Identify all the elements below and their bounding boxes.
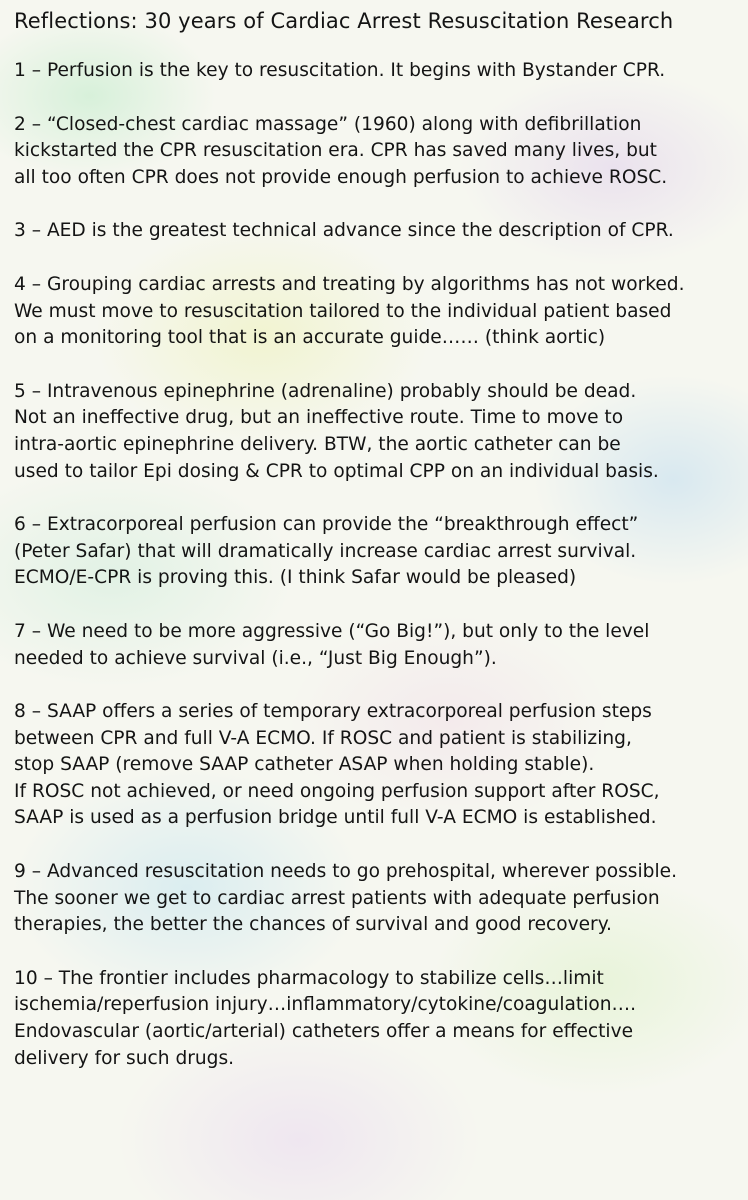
point-line: (Peter Safar) that will dramatically increase cardiac arrest survival. xyxy=(14,540,637,562)
point-line: SAAP is used as a perfusion bridge until full V-A ECMO is established. xyxy=(14,807,657,829)
reflection-point-2 xyxy=(14,112,738,192)
point-line: between CPR and full V-A ECMO. If ROSC and patient is stabilizing, xyxy=(14,727,632,749)
point-line: Endovascular (aortic/arterial) catheters offer a means for effective xyxy=(14,1021,634,1043)
point-line: on a monitoring tool that is an accurate guide…… (think aortic) xyxy=(14,327,606,349)
point-line: ECMO/E-CPR is proving this. (I think Safar would be pleased) xyxy=(14,567,577,589)
point-line: If ROSC not achieved, or need ongoing perfusion support after ROSC, xyxy=(14,780,660,802)
point-line: 6 – Extracorporeal perfusion can provide the “breakthrough effect” xyxy=(14,514,639,536)
point-line: kickstarted the CPR resuscitation era. CPR has saved many lives, but xyxy=(14,140,657,162)
point-line: all too often CPR does not provide enough perfusion to achieve ROSC. xyxy=(14,166,668,188)
point-line: 4 – Grouping cardiac arrests and treating by algorithms has not worked. xyxy=(14,273,685,295)
point-line: 2 – “Closed-chest cardiac massage” (1960) along with defibrillation xyxy=(14,113,642,135)
point-line: 3 – AED is the greatest technical advance since the description of CPR. xyxy=(14,220,674,242)
reflection-point-6 xyxy=(14,512,738,592)
document-title: Reflections: 30 years of Cardiac Arrest Resuscitation Research xyxy=(14,9,674,33)
point-line: 5 – Intravenous epinephrine (adrenaline) probably should be dead. xyxy=(14,380,637,402)
point-line: We must move to resuscitation tailored to the individual patient based xyxy=(14,300,672,322)
reflection-point-3 xyxy=(14,218,738,245)
point-line: 9 – Advanced resuscitation needs to go prehospital, wherever possible. xyxy=(14,861,677,883)
point-line: ischemia/reperfusion injury…inflammatory/cytokine/coagulation…. xyxy=(14,994,637,1016)
point-line: needed to achieve survival (i.e., “Just Big Enough”). xyxy=(14,647,497,669)
point-line: 10 – The frontier includes pharmacology to stabilize cells…limit xyxy=(14,967,604,989)
reflection-point-7 xyxy=(14,619,738,672)
point-line: used to tailor Epi dosing & CPR to optimal CPP on an individual basis. xyxy=(14,460,659,482)
reflection-point-9 xyxy=(14,859,738,939)
point-line: 1 – Perfusion is the key to resuscitation. It begins with Bystander CPR. xyxy=(14,60,666,81)
point-line: therapies, the better the chances of survival and good recovery. xyxy=(14,914,612,936)
point-line: intra-aortic epinephrine delivery. BTW, the aortic catheter can be xyxy=(14,433,621,455)
reflection-point-8 xyxy=(14,699,738,832)
point-line: stop SAAP (remove SAAP catheter ASAP when holding stable). xyxy=(14,754,595,776)
reflection-point-5 xyxy=(14,379,738,485)
reflection-point-10 xyxy=(14,966,738,1072)
point-line: 8 – SAAP offers a series of temporary extracorporeal perfusion steps xyxy=(14,701,652,723)
point-line: Not an ineffective drug, but an ineffective route. Time to move to xyxy=(14,407,624,429)
point-line: 7 – We need to be more aggressive (“Go Big!”), but only to the level xyxy=(14,620,650,642)
reflection-point-1 xyxy=(14,58,738,85)
point-line: delivery for such drugs. xyxy=(14,1047,235,1069)
point-line: The sooner we get to cardiac arrest patients with adequate perfusion xyxy=(14,887,660,909)
reflection-point-4 xyxy=(14,272,738,352)
